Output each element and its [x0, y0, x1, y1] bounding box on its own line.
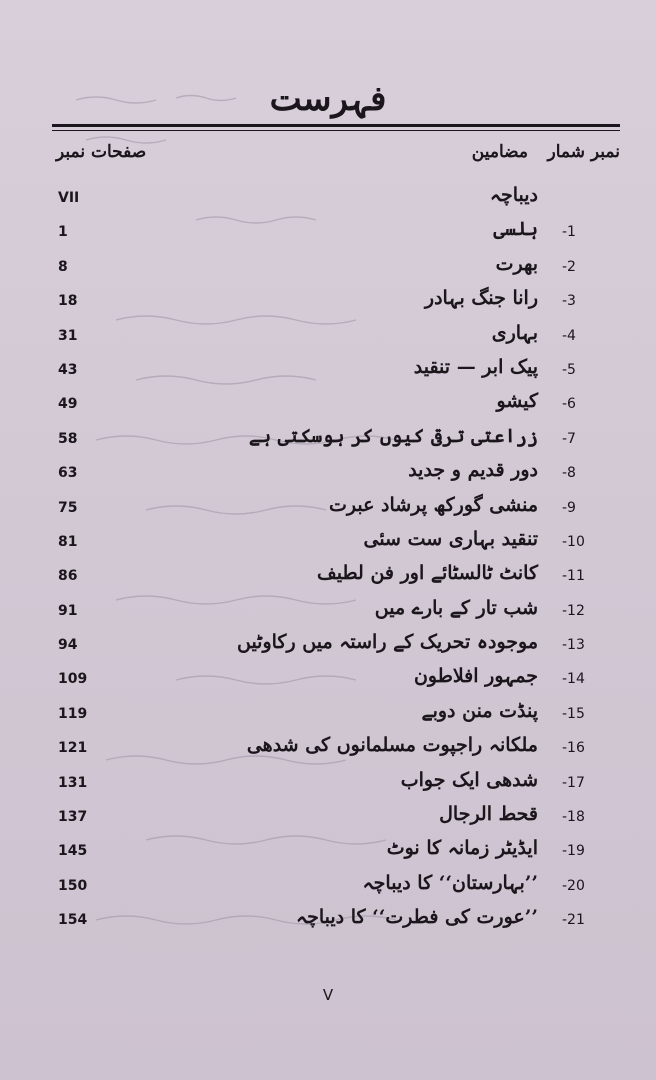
entry-number: -17 — [562, 774, 585, 791]
entry-page: VII — [58, 190, 80, 206]
list-item — [0, 528, 656, 562]
list-item — [0, 184, 656, 218]
entry-page: 86 — [58, 568, 78, 585]
entry-number: -21 — [562, 912, 585, 929]
entry-page: 1 — [58, 224, 68, 241]
entry-title: زراعتی ترقی کیوں کر ہوسکتی ہے — [248, 424, 538, 447]
list-item — [0, 562, 656, 596]
entry-number: -18 — [562, 809, 585, 826]
entry-page: 154 — [58, 912, 88, 929]
list-item — [0, 390, 656, 424]
entry-number: -6 — [562, 396, 576, 413]
entry-number: -11 — [562, 568, 585, 585]
entry-number: -4 — [562, 327, 576, 344]
list-item — [0, 665, 656, 699]
list-item — [0, 734, 656, 768]
entry-page: 18 — [58, 293, 78, 310]
entry-title: بھرت — [495, 252, 538, 275]
page-title: فہرست — [269, 79, 387, 119]
entry-number: -19 — [562, 843, 585, 860]
list-item — [0, 356, 656, 390]
entry-title: ملکانہ راجپوت مسلمانوں کی شدھی — [246, 734, 538, 757]
entry-title: پنڈت منن دوبے — [421, 699, 538, 722]
entry-number: -14 — [562, 671, 585, 688]
list-item — [0, 459, 656, 493]
entry-page: 81 — [58, 533, 78, 550]
header-number: نمبر شمار — [547, 142, 620, 162]
list-item — [0, 837, 656, 871]
entry-title: بہاری — [491, 321, 538, 344]
entry-page: 137 — [58, 809, 88, 826]
entry-number: -8 — [562, 465, 576, 482]
entry-title: قحط الرجال — [439, 803, 538, 826]
list-item — [0, 769, 656, 803]
entry-number: -10 — [562, 533, 585, 550]
list-item — [0, 218, 656, 252]
entry-title: شدھی ایک جواب — [400, 768, 538, 791]
header-subject: مضامین — [471, 142, 528, 162]
title-rule-thick — [52, 124, 620, 127]
header-pages: صفحات نمبر — [56, 142, 147, 162]
entry-number: -13 — [562, 637, 585, 654]
contents-list — [0, 184, 656, 941]
entry-number: -15 — [562, 705, 585, 722]
entry-title: ایڈیٹر زمانہ کا نوٹ — [386, 837, 538, 860]
list-item — [0, 425, 656, 459]
entry-number: -9 — [562, 499, 576, 516]
entry-page: 91 — [58, 602, 78, 619]
entry-title: دیباچہ — [489, 184, 538, 206]
entry-page: 75 — [58, 499, 78, 516]
list-item — [0, 700, 656, 734]
page-number-footer: V — [322, 986, 334, 1004]
entry-page: 31 — [58, 327, 78, 344]
entry-title: دور قدیم و جدید — [408, 459, 538, 482]
entry-title: ’’بہارستان‘‘ کا دیباچہ — [362, 871, 538, 894]
list-item — [0, 287, 656, 321]
entry-page: 63 — [58, 465, 78, 482]
entry-page: 49 — [58, 396, 78, 413]
entry-title: کیشو — [496, 390, 538, 413]
entry-page: 43 — [58, 361, 78, 378]
entry-page: 119 — [58, 705, 88, 722]
entry-number: -5 — [562, 361, 576, 378]
entry-page: 145 — [58, 843, 88, 860]
entry-number: -12 — [562, 602, 585, 619]
list-item — [0, 631, 656, 665]
entry-number: -3 — [562, 293, 576, 310]
entry-page: 94 — [58, 637, 78, 654]
entry-number: -20 — [562, 877, 585, 894]
list-item — [0, 253, 656, 287]
entry-title: منشی گورکھ پرشاد عبرت — [328, 493, 538, 516]
entry-title: ہلسی — [493, 218, 538, 241]
list-item — [0, 597, 656, 631]
entry-title: رانا جنگ بہادر — [424, 287, 538, 310]
entry-title: شب تار کے بارے میں — [374, 596, 538, 619]
entry-title: جمہور افلاطون — [413, 665, 538, 688]
entry-title: کانٹ ٹالسٹائے اور فن لطیف — [317, 562, 538, 585]
list-item — [0, 494, 656, 528]
entry-page: 131 — [58, 774, 88, 791]
entry-page: 150 — [58, 877, 88, 894]
entry-number: -16 — [562, 740, 585, 757]
list-item — [0, 803, 656, 837]
entry-page: 109 — [58, 671, 88, 688]
entry-title: موجودہ تحریک کے راستہ میں رکاوٹیں — [236, 631, 538, 654]
list-item — [0, 322, 656, 356]
entry-title: ’’عورت کی فطرت‘‘ کا دیباچہ — [295, 906, 538, 929]
table-header — [52, 142, 620, 172]
entry-number: -2 — [562, 258, 576, 275]
entry-page: 121 — [58, 740, 88, 757]
list-item — [0, 872, 656, 906]
entry-title: تنقید بہاری ست سئی — [363, 527, 538, 550]
entry-page: 8 — [58, 258, 68, 275]
entry-number: -7 — [562, 430, 576, 447]
title-rule-thin — [52, 130, 620, 131]
entry-title: پیک ابر — تنقید — [413, 355, 538, 378]
entry-number: -1 — [562, 224, 576, 241]
entry-page: 58 — [58, 430, 78, 447]
list-item — [0, 906, 656, 940]
